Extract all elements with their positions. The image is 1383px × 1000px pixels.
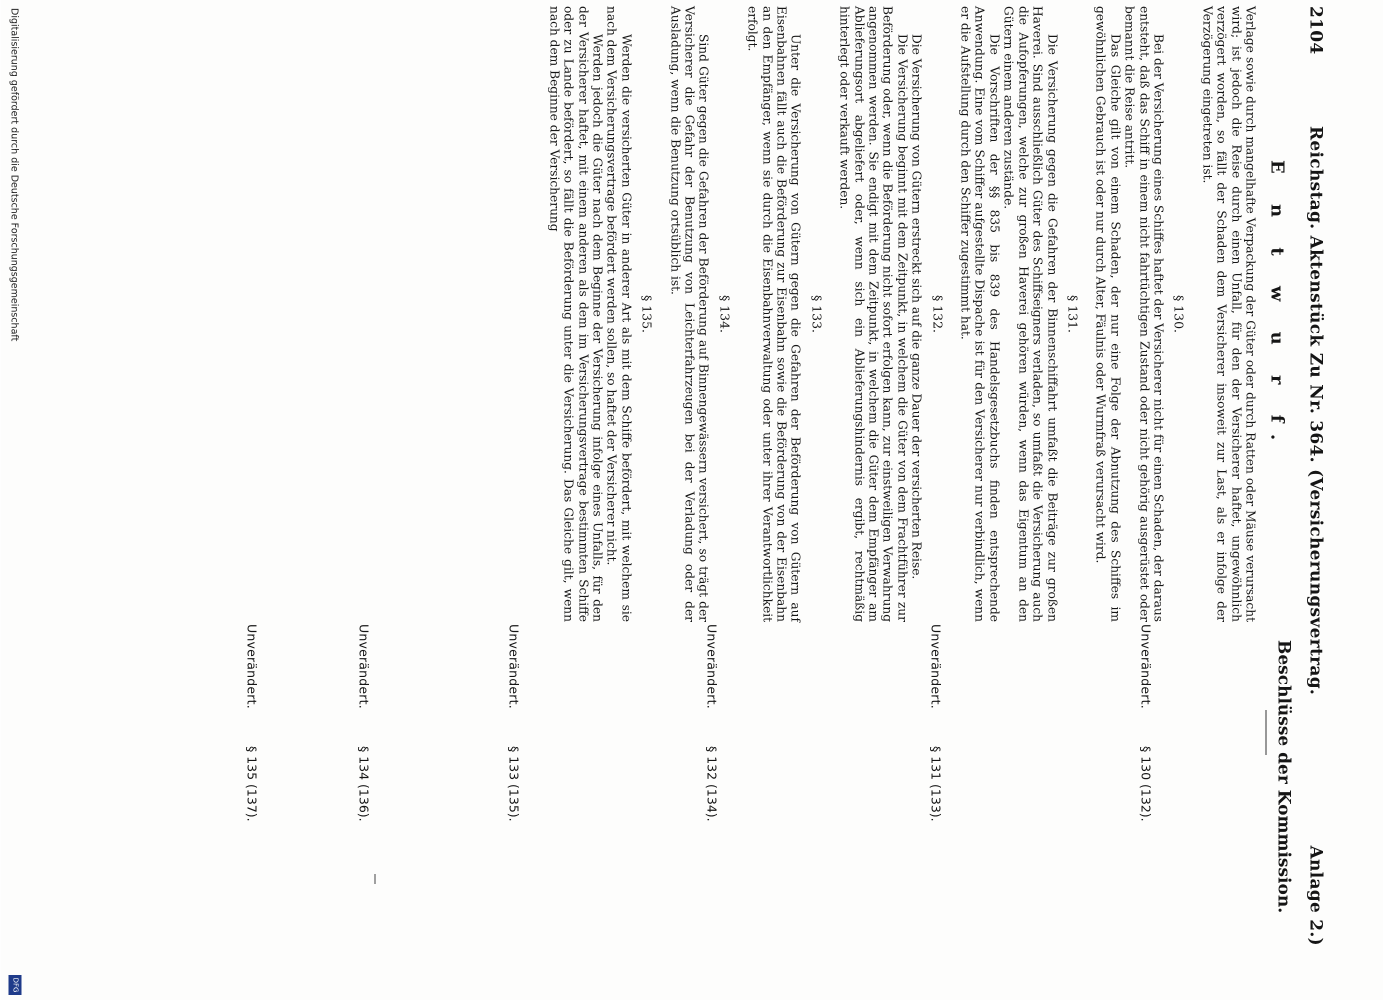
commission-section-134: § 134 (136).: [356, 746, 371, 822]
commission-entry-130: [1133, 624, 1153, 994]
section-title-131: § 131.: [1064, 294, 1080, 334]
section-135-paragraph-2: Werden jedoch die Güter nach dem Beginne der Versicherung infolge eines Unfalls, für den der Versicherer haftet, mit einem anderen als dem im Versicherungsvertrage bestimmten Schiffe oder zu Lande befördert, so fällt die Beförderung unter die Versicherung. Das Gleiche gilt, wenn nach dem Beginne der Versicherung: [546, 6, 604, 622]
section-133-paragraph-1: Unter die Versicherung von Gütern gegen die Gefahren der Beförderung von Gütern auf Eisenbahnen fällt auch die Beförderung zur Eisenbahn sowie die Beförderung von der Eisenbahn an den Empfänger, wenn sie durch die Eisenbahnverwaltung oder unter ihrer Verantwortlichkeit erfolgt.: [745, 6, 803, 622]
section-title-133: § 133.: [808, 294, 824, 334]
commission-entry-134: [351, 624, 371, 994]
section-title-135: § 135.: [639, 294, 655, 334]
commission-section-135: § 135 (137).: [244, 746, 259, 822]
section-130-paragraph-1: Bei der Versicherung eines Schiffes haftet der Versicherer nicht für einen Schaden, der daraus entsteht, daß das Schiff in einem nicht fahrtüchtigen Zustand oder nicht gehörig ausgerüstet oder bemannt die Reise antritt.: [1122, 6, 1165, 622]
draft-column: [546, 6, 1257, 622]
commission-section-133: § 133 (135).: [506, 746, 521, 822]
unchanged-label: Unverändert.: [244, 624, 259, 709]
unchanged-label: Unverändert.: [704, 624, 719, 709]
header-title: [1305, 126, 1325, 695]
commission-section-132: § 132 (134).: [704, 746, 719, 822]
section-title-134: § 134.: [716, 294, 732, 334]
column-headings: [1253, 0, 1293, 1000]
section-132-paragraph-2: Die Versicherung beginnt mit dem Zeitpunkt, in welchem die Güter von dem Frachtführer zur Beförderung oder, wenn die Beförderung nicht sofort erfolgen kann, zur einstweiligen Verwahrung angenommen werden. Sie endigt mit dem Zeitpunkt, in welchem die Güter dem Empfänger am Ablieferungsort abgeliefert oder, wenn sich ein Ablieferungshindernis ergibt, rechtmäßig hinterlegt oder verkauft werden.: [837, 6, 909, 622]
unchanged-label: Unverändert.: [506, 624, 521, 709]
section-title-132: § 132.: [929, 294, 945, 334]
section-135-paragraph-1: Werden die versicherten Güter in anderer Art als mit dem Schiffe befördert, mit welchem sie nach dem Versicherungsvertrage befördert werden sollen, so haftet der Versicherer nicht.: [604, 6, 633, 622]
commission-section-131: § 131 (133).: [928, 746, 943, 822]
right-column-heading: Beschlüsse der Kommission.: [1273, 640, 1293, 914]
unchanged-label: Unverändert.: [356, 624, 371, 709]
section-130-paragraph-2: Das Gleiche gilt von einem Schaden, der nur eine Folge der Abnutzung des Schiffes im gewöhnlichen Gebrauch ist oder nur durch Alter, Fäulnis oder Wurmfraß verursacht wird.: [1093, 6, 1122, 622]
commission-section-130: § 130 (132).: [1138, 746, 1153, 822]
unchanged-label: Unverändert.: [928, 624, 943, 709]
page-number: 2104: [1305, 6, 1325, 55]
section-131-paragraph-1: Die Versicherung gegen die Gefahren der Binnenschiffahrt umfaßt die Beiträge zur großen Haverei. Sind ausschließlich Güter des Schiffseigners verladen, so umfaßt die Versicherung auch die Aufopferungen, welche zur großen Haverei gehören würden, wenn das Eigentum an den Gütern einem anderen zustände.: [1001, 6, 1059, 622]
commission-entry-135: [239, 624, 259, 994]
section-132-paragraph-1: Die Versicherung von Gütern erstreckt sich auf die ganze Dauer der versicherten Reise.: [909, 34, 924, 580]
left-column-heading: E n t w u r f.: [1266, 160, 1287, 453]
commission-entry-133: [501, 624, 521, 994]
dfg-logo-icon: DFG: [8, 975, 21, 995]
section-134-paragraph-1: Sind Güter gegen die Gefahren der Beförderung auf Binnengewässern versichert, so trägt der Versicherer die Gefahr der Benutzung von Leichterfahrzeugen bei der Verladung oder der Ausladung, wenn die Benutzung ortsüblich ist.: [667, 6, 711, 622]
section-title-130: § 130.: [1171, 294, 1187, 334]
commission-entry-131: [923, 624, 943, 994]
commission-entry-132: [699, 624, 719, 994]
header-annex: Anlage 2.): [1305, 845, 1325, 946]
heading-underline: [1265, 710, 1266, 755]
header-document-ref: Reichstag. Aktenstück Zu Nr. 364.: [1305, 126, 1325, 463]
section-131-paragraph-2: Die Vorschriften der §§ 835 bis 839 des Handelsgesetzbuchs finden entsprechende Anwendung. Eine vom Schiffer aufgestellte Dispache ist für den Versicherer nur verbindlich, wenn er die Aufstellung durch den Schiffer zugestimmt hat.: [958, 6, 1001, 622]
digitization-credit: Digitalisierung gefördert durch die Deutsche Forschungsgemeinschaft: [8, 8, 19, 342]
unchanged-label: Unverändert.: [1138, 624, 1153, 709]
header-subject: (Versicherungsvertrag.: [1305, 469, 1325, 696]
margin-mark: [374, 874, 375, 884]
intro-paragraph: Verlage sowie durch mangelhafte Verpackung der Güter oder durch Ratten oder Mäuse verursacht wird; ist jedoch die Reise durch einen Unfall, für den der Versicherer haftet, ungewöhnlich verzögert worden, so fällt der Schaden dem Versicherer insoweit zur Last, als er infolge der Verzögerung eingetreten ist.: [1199, 6, 1257, 622]
